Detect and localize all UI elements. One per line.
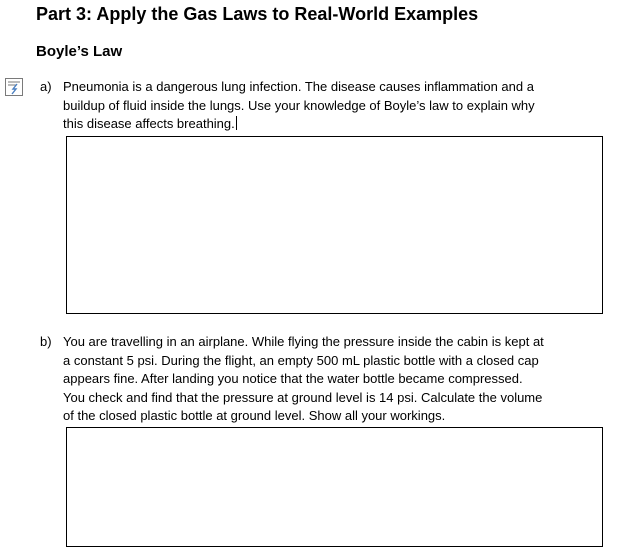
question-b-text (63, 333, 608, 426)
part-title: Part 3: Apply the Gas Laws to Real-World Examples (36, 4, 479, 24)
question-a-line-2: buildup of fluid inside the lungs. Use your knowledge of Boyle’s law to explain why (63, 97, 535, 113)
comment-marker-icon[interactable] (5, 78, 23, 96)
question-b-line-3: appears fine. After landing you notice that the water bottle became compressed. (63, 371, 523, 386)
question-a-line-3 (63, 115, 608, 134)
question-b-line-5: of the closed plastic bottle at ground level. Show all your workings. (63, 408, 446, 423)
question-a-line-3-text: this disease affects breathing. (63, 116, 235, 131)
question-b-line-2: a constant 5 psi. During the flight, an empty 500 mL plastic bottle with a closed cap (63, 352, 539, 368)
answer-box-b[interactable] (66, 427, 603, 547)
question-a-label: a) (40, 79, 52, 94)
answer-box-a[interactable] (66, 136, 603, 314)
question-a-line-1: Pneumonia is a dangerous lung infection. The disease causes inflammation and a (63, 79, 534, 94)
question-b-label: b) (40, 334, 52, 349)
section-title: Boyle’s Law (36, 43, 123, 60)
question-b-line-1: You are travelling in an airplane. While flying the pressure inside the cabin is kept at (63, 334, 544, 349)
question-b-line-4: You check and find that the pressure at ground level is 14 psi. Calculate the volume (63, 389, 543, 405)
question-a-text (63, 78, 608, 134)
text-cursor (236, 116, 237, 130)
